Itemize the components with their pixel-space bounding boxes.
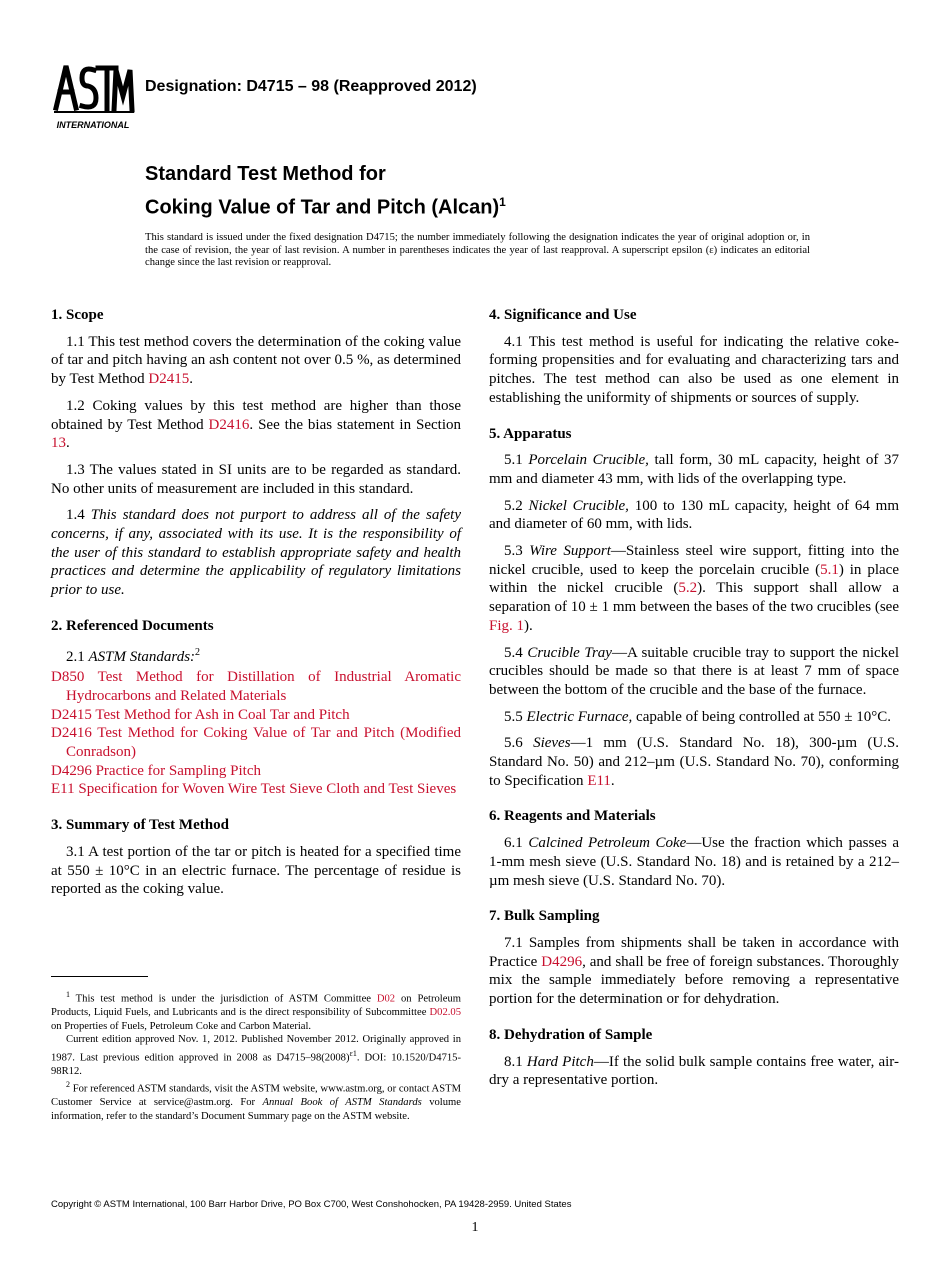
link-d4296[interactable]: D4296 (541, 953, 583, 970)
term: Hard Pitch (526, 1053, 594, 1070)
reference-item (51, 780, 461, 799)
astm-standards-label: ASTM Standards: (88, 648, 196, 665)
text: 1.2 Coking values by this test method are higher than those obtained by Test Method (51, 397, 461, 433)
text: . (189, 371, 194, 388)
footnote-1-edition (51, 1033, 461, 1078)
paragraph-5-1 (489, 451, 899, 488)
text: For referenced ASTM standards, visit the ASTM website, www.astm.org, or contact ASTM Customer Service at service@astm.org. For (51, 1083, 461, 1109)
text: . (610, 772, 615, 789)
link-d2415[interactable]: D2415 (148, 371, 190, 388)
paragraph-5-2 (489, 497, 899, 534)
page-number: 1 (471, 1220, 479, 1235)
text: 8.1 (504, 1053, 527, 1070)
paragraph-4-1: 4.1 This test method is useful for indicating the relative coke-forming propensities and for evaluating and characterizing tars and pitches. The test method can also be used as one element in establishing the uniformity of shipments or sources of supply. (489, 333, 899, 406)
section-apparatus (489, 425, 899, 791)
footnote-number: 1 (66, 990, 70, 999)
issuance-notice: This standard is issued under the fixed designation D4715; the number immediately following the designation indicates the year of original adoption or, in the case of revision, the year of last revision. A number in parentheses indicates the year of last reapproval. A superscript epsilon (ε) indicates an editorial change since the last revision or reapproval. (145, 232, 810, 269)
text: 5.3 (504, 543, 530, 560)
paragraph-5-6 (489, 734, 899, 790)
paragraph-7-1 (489, 934, 899, 1009)
section-scope (51, 306, 461, 600)
section-heading: 7. Bulk Sampling (489, 908, 600, 925)
text: 2.1 (66, 648, 89, 665)
text: 5.2 (504, 497, 529, 514)
left-column (51, 306, 461, 916)
paragraph-8-1 (489, 1053, 899, 1090)
designation: Designation: D4715 – 98 (Reapproved 2012) (145, 78, 477, 95)
section-heading: 1. Scope (51, 307, 104, 323)
reference-item (51, 762, 461, 781)
copyright-notice: Copyright © ASTM International, 100 Barr Harbor Drive, PO Box C700, West Conshohocken, PA 19428-2959. United States (51, 1199, 572, 1210)
text: . See the bias statement in Section (249, 416, 461, 433)
link-d02[interactable]: D02 (376, 993, 396, 1005)
text: ). (524, 617, 533, 634)
paragraph-1-3: 1.3 The values stated in SI units are to be regarded as standard. No other units of measurement are included in this standard. (51, 461, 461, 497)
section-heading: 4. Significance and Use (489, 307, 637, 323)
reference-title[interactable]: Test Method for Ash in Coal Tar and Pitch (91, 706, 350, 723)
reference-item (51, 668, 461, 705)
section-dehydration (489, 1026, 899, 1090)
footnote-1 (51, 988, 461, 1033)
section-summary (51, 816, 461, 899)
text: . (66, 435, 70, 452)
paragraph-1-4 (51, 506, 461, 600)
footnote-divider (51, 976, 148, 977)
section-heading: 6. Reagents and Materials (489, 808, 656, 825)
text: 1.4 (66, 507, 91, 524)
footnotes (51, 988, 461, 1123)
document-title (145, 160, 506, 222)
svg-text:INTERNATIONAL: INTERNATIONAL (56, 120, 130, 130)
paragraph-5-4 (489, 644, 899, 700)
paragraph-6-1 (489, 834, 899, 890)
paragraph-3-1: 3.1 A test portion of the tar or pitch is heated for a specified time at 550 ± 10°C in an electric furnace. The percentage of residue is reported as the coking value. (51, 843, 461, 898)
term: Nickel Crucible, (528, 497, 629, 514)
link-5-1[interactable]: 5.1 (820, 561, 839, 578)
link-fig-1[interactable]: Fig. 1 (489, 617, 525, 634)
reference-item (51, 706, 461, 725)
text: 5.1 (504, 452, 529, 469)
text: —Use the fraction which passes a 1-mm mesh sieve (U.S. Standard No. 18) and is retained by a 212–µm mesh sieve (U.S. Standard No. 70). (489, 835, 900, 889)
section-referenced-documents (51, 617, 461, 799)
text: —A suitable crucible tray to support the nickel crucibles should be made so that there is at least 7 mm of space between the bottom of the crucible and the base of the furnace. (489, 644, 899, 698)
section-bulk-sampling (489, 907, 899, 1009)
link-5-2[interactable]: 5.2 (678, 580, 698, 597)
section-heading: 5. Apparatus (489, 425, 572, 442)
book-title: Annual Book of ASTM Standards (262, 1097, 422, 1109)
reference-title[interactable]: Test Method for Distillation of Industrial Aromatic Hydrocarbons and Related Materials (66, 669, 461, 704)
right-column (489, 306, 899, 1107)
text: 5.5 (504, 708, 527, 725)
paragraph-1-1 (51, 333, 461, 389)
text: 100 to 130 mL capacity, height of 64 mm and diameter of 60 mm, with lids. (489, 497, 900, 533)
term: Porcelain Crucible, (528, 452, 649, 469)
reference-title[interactable]: Specification for Woven Wire Test Sieve Cloth and Test Sieves (74, 781, 457, 798)
term: Sieves (533, 735, 571, 752)
title-line-2 (145, 188, 506, 222)
term: Wire Support (529, 543, 611, 560)
paragraph-2-1 (51, 644, 461, 667)
link-d4296[interactable]: D4296 (51, 762, 92, 779)
footnote-number: 2 (66, 1080, 70, 1090)
section-reagents (489, 807, 899, 890)
text: capable of being controlled at 550 ± 10°C. (632, 708, 892, 725)
paragraph-5-5 (489, 708, 899, 727)
title-line-2-text: Coking Value of Tar and Pitch (Alcan) (145, 196, 500, 219)
reference-title[interactable]: Practice for Sampling Pitch (91, 762, 261, 779)
paragraph-1-2 (51, 397, 461, 453)
safety-statement: This standard does not purport to address all of the safety concerns, if any, associated with its use. It is the responsibility of the user of this standard to establish appropriate safety and health practices and determine the applicability of regulatory limitations prior to use. (51, 507, 461, 599)
term: Calcined Petroleum Coke (528, 835, 687, 852)
text: volume information, refer to the standard’s Document Summary page on the ASTM website. (51, 1097, 461, 1122)
text: This test method is under the jurisdiction of ASTM Committee (70, 993, 377, 1005)
text: 6.1 (504, 835, 529, 852)
link-e11[interactable]: E11 (587, 772, 611, 789)
title-footnote-marker[interactable]: 1 (499, 195, 506, 209)
text: —1 mm (U.S. Standard No. 18), 300-µm (U.S. Standard No. 50) and 212–µm (U.S. Standard No. 70), conforming to Specification (489, 735, 899, 789)
text: 1.1 This test method covers the determination of the coking value of tar and pitch having an ash content not over 0.5 %, as determined by Test Method (51, 333, 461, 388)
term: Crucible Tray (527, 644, 612, 661)
footnote-2 (51, 1078, 461, 1123)
link-section-13[interactable]: 13 (51, 435, 66, 452)
text: ). This support shall allow a separation of 10 ± 1 mm between the bases of the two crucibles (see (489, 580, 899, 616)
text: 7.1 Samples from shipments shall be taken in accordance with Practice (489, 934, 899, 970)
link-d02-05[interactable]: D02.05 (429, 1007, 461, 1019)
section-heading: 2. Referenced Documents (51, 617, 214, 634)
text: —Stainless steel wire support, fitting into the nickel crucible, used to keep the porcelain crucible ( (489, 543, 900, 578)
footnote-marker[interactable]: 2 (195, 646, 201, 658)
section-significance (489, 306, 899, 408)
text: , and shall be free of foreign substances. Thoroughly mix the sample immediately before removing a representative portion for the determination or for dehydration. (489, 953, 899, 1008)
link-d850[interactable]: D850 (51, 669, 85, 686)
astm-logo-icon (50, 56, 136, 132)
link-d2416[interactable]: D2416 (208, 416, 250, 433)
text: . DOI: 10.1520/D4715-98R12. (51, 1052, 461, 1077)
link-d2416[interactable]: D2416 (51, 725, 92, 742)
paragraph-5-3 (489, 542, 899, 636)
text: Current edition approved Nov. 1, 2012. Published November 2012. Originally approved in 1987. Last previous edition approved in 2008 as D4715–98(2008) (51, 1034, 461, 1064)
text: on Properties of Fuels, Petroleum Coke and Carbon Material. (51, 1020, 312, 1032)
text: —If the solid bulk sample contains free water, air-dry a representative portion. (489, 1053, 899, 1089)
reference-item (51, 724, 461, 761)
text: 5.6 (504, 735, 534, 752)
epsilon-marker: ε1 (349, 1048, 357, 1058)
text: ) in place within the nickel crucible ( (489, 561, 899, 597)
term: Electric Furnace, (526, 708, 633, 725)
reference-title[interactable]: Test Method for Coking Value of Tar and Pitch (Modified Conradson) (66, 725, 461, 761)
link-d2415[interactable]: D2415 (51, 706, 92, 723)
text: tall form, 30 mL capacity, height of 37 mm and diameter 43 mm, with lids of the overlapping type. (489, 452, 900, 487)
link-e11[interactable]: E11 (51, 781, 75, 798)
text: 5.4 (504, 644, 528, 661)
text: on Petroleum Products, Liquid Fuels, and Lubricants and is the direct responsibility of Subcommittee (51, 993, 461, 1019)
section-heading: 8. Dehydration of Sample (489, 1026, 653, 1043)
section-heading: 3. Summary of Test Method (51, 817, 229, 834)
title-line-1: Standard Test Method for (145, 163, 386, 185)
